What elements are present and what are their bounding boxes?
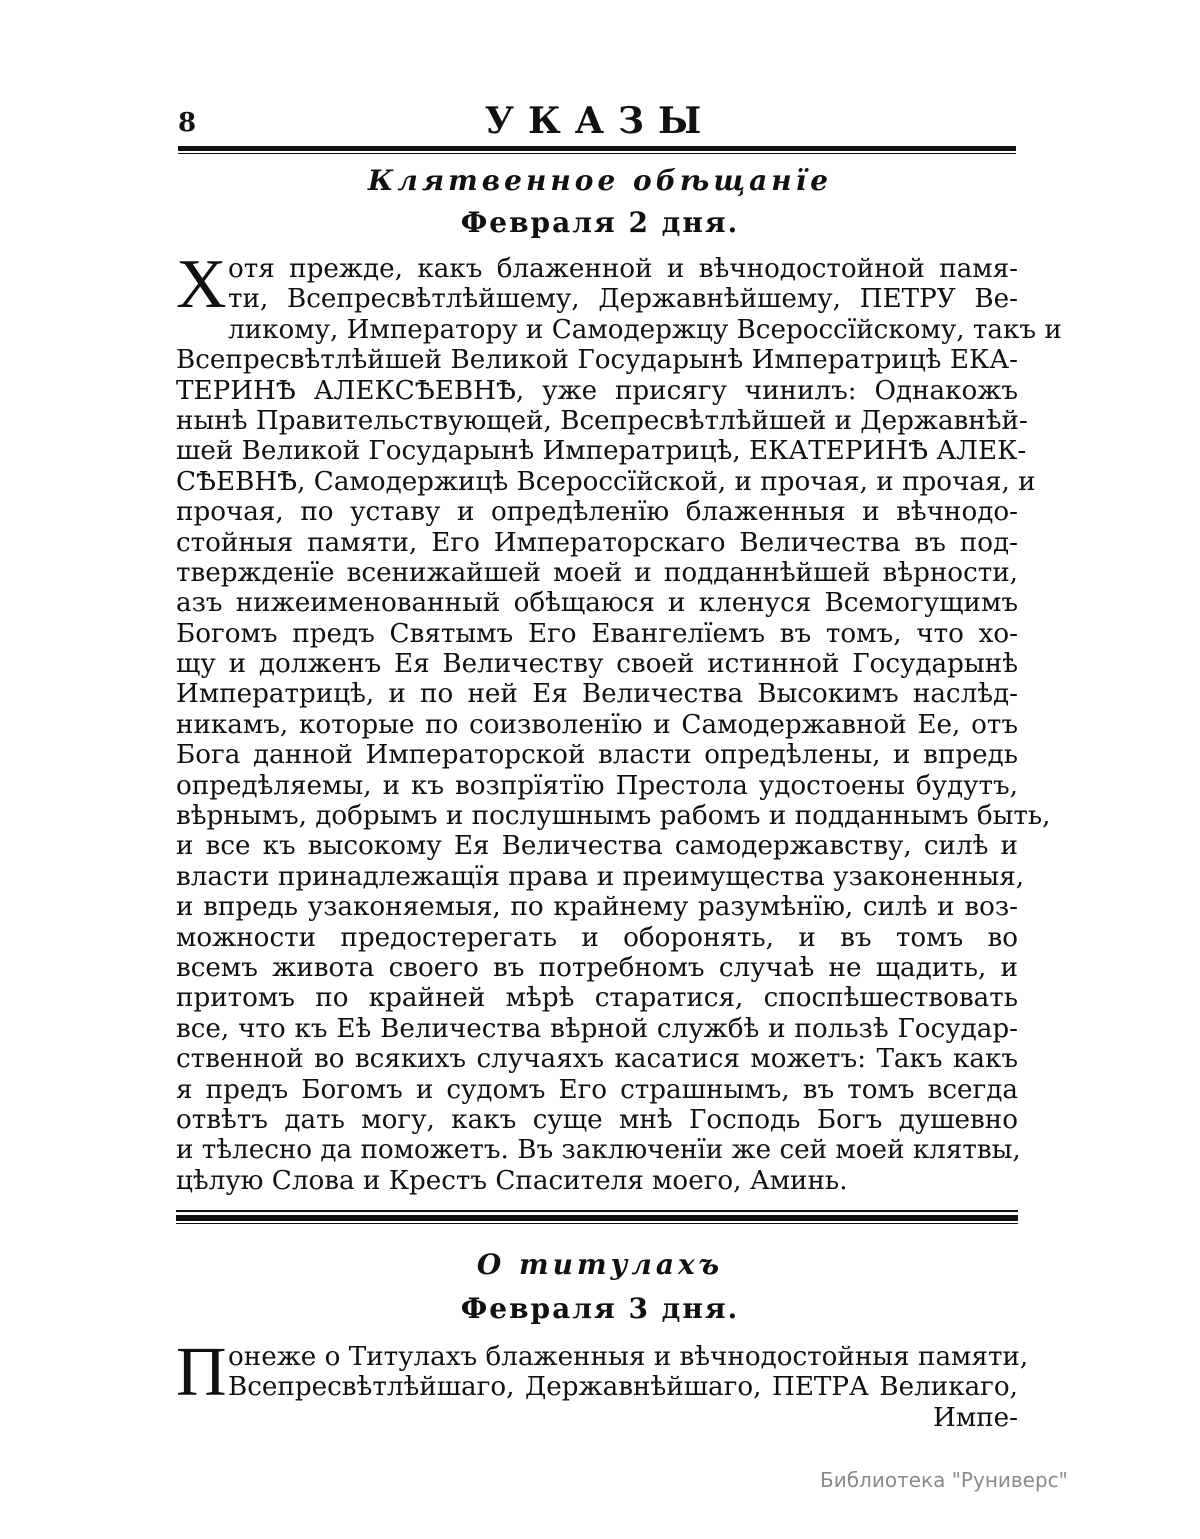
text-line: отя прежде, какъ блаженной и вѣчнодостойной памя- (228, 254, 1018, 284)
section-divider-top (176, 1210, 1018, 1212)
text-line: онеже о Титулахъ блаженныя и вѣчнодостойныя памяти, (228, 1342, 1029, 1372)
text-line: цѣлую Слова и Крестъ Спасителя моего, Аминь. (176, 1165, 848, 1196)
section-title: О титулахъ (476, 1248, 724, 1281)
text-line: Богомъ предъ Святымъ Его Евангелїемъ въ томъ, что хо- (176, 618, 1018, 649)
text-line: вѣрнымъ, добрымъ и послушнымъ рабомъ и подданнымъ быть, (176, 801, 1051, 832)
text-line: власти принадлежащїя права и преимущества узаконенныя, (176, 861, 1025, 892)
text-line: ти, Всепресвѣтлѣйшему, Державнѣйшему, ПЕТРУ Ве- (228, 284, 1018, 315)
text-line: шей Великой Государынѣ Императрицѣ, ЕКАТЕРИНѢ АЛЕК- (176, 436, 1027, 467)
text-line: притомъ по крайней мѣрѣ старатися, споспѣшествовать (176, 983, 1018, 1014)
text-line: твержденїе всенижайшей моей и подданнѣйшей вѣрности, (176, 557, 1018, 588)
text-line: Импе- (932, 1402, 1018, 1433)
text-line: ТЕРИНѢ АЛЕКСѢЕВНѢ, уже присягу чинилъ: Однакожъ (176, 375, 1018, 406)
section-body (176, 1334, 1029, 1433)
section-date: Февраля 3 дня. (460, 1292, 740, 1325)
text-line: никамъ, которые по соизволенїю и Самодержавной Ее, отъ (176, 709, 1018, 740)
section-divider-bottom (176, 1223, 1018, 1224)
text-line: и тѣлесно да поможетъ. Въ заключенїи же сей моей клятвы, (176, 1135, 1021, 1166)
text-line: нынѣ Правительствующей, Всепресвѣтлѣйшей и Державнѣй- (176, 405, 1028, 436)
text-line: все, что къ Еѣ Величества вѣрной службѣ и пользѣ Государ- (176, 1013, 1018, 1044)
header-rule-thin (178, 153, 1016, 154)
text-line: я предъ Богомъ и судомъ Его страшнымъ, въ томъ всегда (176, 1074, 1018, 1105)
text-line: азъ нижеименованный обѣщаюся и кленуся Всемогущимъ (176, 588, 1018, 619)
text-line: ликому, Императору и Самодержцу Всероссїйскому, такъ и (228, 314, 1062, 345)
section-divider (176, 1215, 1018, 1221)
text-line: СѢЕВНѢ, Самодержицѣ Всероссїйской, и прочая, и прочая, и (176, 466, 1036, 497)
text-line: и все къ высокому Ея Величества самодержавству, силѣ и (176, 831, 1018, 862)
text-line: отвѣтъ дать могу, какъ суще мнѣ Господь Богъ душевно (176, 1104, 1018, 1135)
text-line: опредѣляемы, и къ возпрїятїю Престола удостоены будутъ, (176, 770, 1018, 801)
text-line: Императрицѣ, и по ней Ея Величества Высокимъ наслѣд- (176, 679, 1018, 710)
text-line: прочая, по уставу и опредѣленїю блаженныя и вѣчнодо- (176, 497, 1018, 528)
library-watermark: Библиотека "Руниверс" (820, 1468, 1068, 1492)
section-date: Февраля 2 дня. (460, 206, 740, 239)
text-line: всемъ живота своего въ потребномъ случаѣ не щадить, и (176, 952, 1018, 983)
text-line: стойныя памяти, Его Императорскаго Величества въ под- (176, 527, 1018, 558)
text-line: ственной во всякихъ случаяхъ касатися можетъ: Такъ какъ (176, 1044, 1018, 1075)
section-title: Клятвенное обѣщанїе (367, 164, 833, 197)
body-lines (176, 1334, 1029, 1433)
text-line: Бога данной Императорской власти опредѣлены, и впредь (176, 740, 1018, 771)
drop-cap: П (176, 1334, 227, 1411)
body-lines (176, 246, 1062, 1196)
text-line: и впредь узаконяемыя, по крайнему разумѣнїю, силѣ и воз- (176, 892, 1018, 923)
text-line: щу и долженъ Ея Величеству своей истинной Государынѣ (176, 649, 1018, 680)
running-title: УКАЗЫ (484, 100, 716, 142)
text-line: можности предостерегать и оборонять, и въ томъ во (176, 922, 1018, 953)
section-body (176, 246, 1062, 1196)
text-line: Всепресвѣтлѣйшаго, Державнѣйшаго, ПЕТРА Великаго, (228, 1372, 1018, 1403)
header-rule (178, 146, 1016, 151)
drop-cap: Х (176, 246, 227, 323)
page-number: 8 (178, 108, 197, 138)
text-line: Всепресвѣтлѣйшей Великой Государынѣ Императрицѣ ЕКА- (176, 345, 1018, 376)
